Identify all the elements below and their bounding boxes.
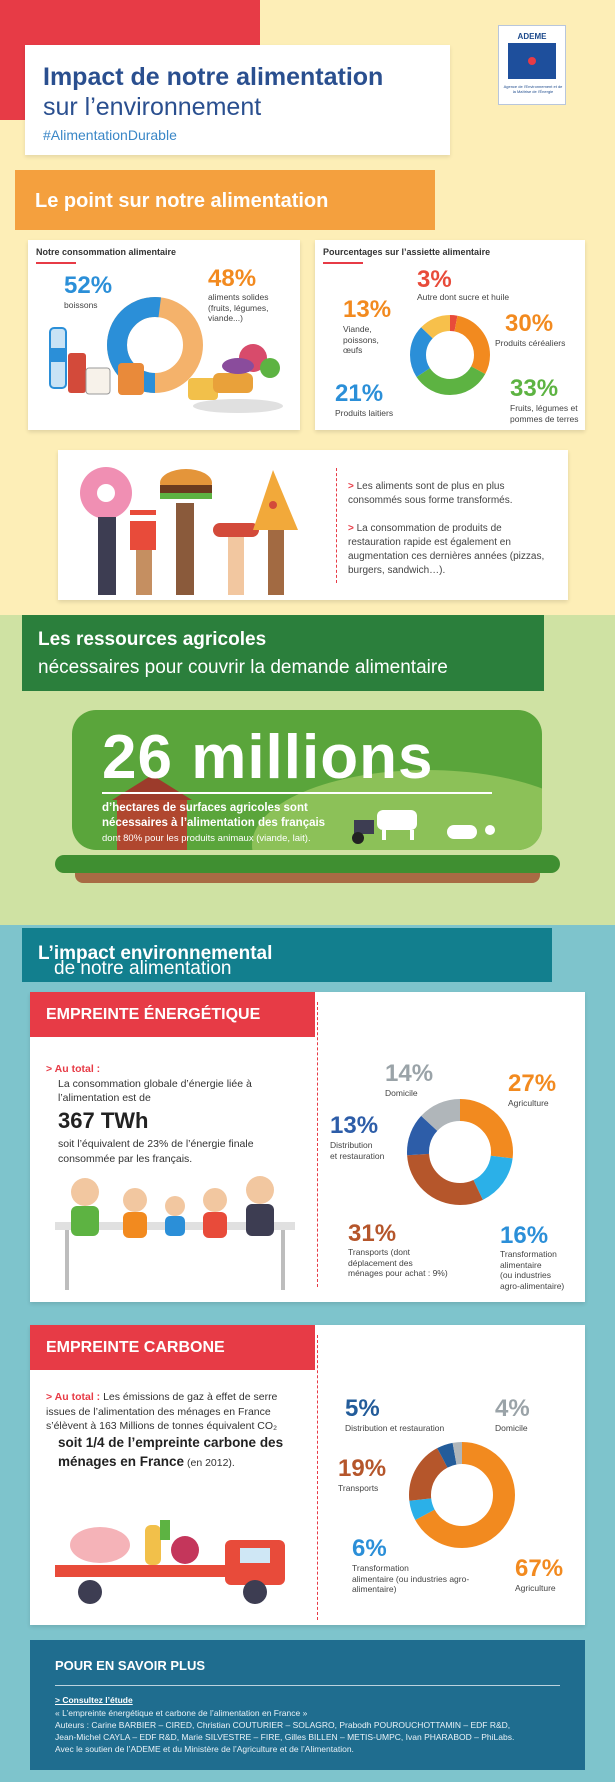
farm-text-2: nécessaires à l’alimentation des français bbox=[102, 817, 326, 829]
section-banner-alimentation bbox=[15, 170, 435, 230]
section-title: Le point sur notre alimentation bbox=[35, 190, 329, 212]
agriculture-label: Agriculture bbox=[515, 1583, 556, 1593]
study-link[interactable]: > Consultez l’étude bbox=[55, 1695, 133, 1705]
fast-food-text-1: > Les aliments sont de plus en plus consommés sous forme transformés. bbox=[348, 481, 513, 506]
transports-label: Transports (dont déplacement des ménages pour achat : 9%) bbox=[348, 1247, 448, 1279]
support-line: Avec le soutien de l’ADEME et du Ministère de l’Agriculture et de l’Alimentation. bbox=[55, 1744, 354, 1754]
fast-food-hands-illustration bbox=[68, 455, 328, 595]
energie-donut-chart bbox=[400, 1092, 520, 1212]
boissons-percent: 52% bbox=[64, 272, 113, 299]
logo-tagline: Agence de l'Environnement et de la Maîtrise de l'Énergie bbox=[503, 84, 563, 95]
divider bbox=[323, 262, 363, 264]
ademe-logo bbox=[498, 25, 566, 105]
section-subtitle: nécessaires pour couvrir la demande alimentaire bbox=[38, 657, 448, 678]
card-fast-food bbox=[58, 450, 568, 600]
section-banner-ressources bbox=[22, 615, 544, 691]
distribution-percent: 13% bbox=[330, 1112, 379, 1139]
viande-percent: 13% bbox=[343, 296, 392, 323]
transformation-label: Transformation alimentaire (ou industries agro-alimentaire) bbox=[500, 1249, 565, 1291]
hashtag: #AlimentationDurable bbox=[43, 127, 177, 143]
cereales-label: Produits céréaliers bbox=[495, 338, 566, 348]
card-empreinte-carbone bbox=[30, 1325, 585, 1625]
drinks-and-food-illustration bbox=[38, 318, 293, 423]
truck-illustration bbox=[45, 1510, 310, 1620]
page-title: Impact de notre alimentation bbox=[43, 63, 384, 91]
autre-label: Autre dont sucre et huile bbox=[417, 292, 510, 302]
divider bbox=[36, 262, 76, 264]
footer bbox=[30, 1640, 585, 1770]
autre-percent: 3% bbox=[417, 266, 452, 293]
transports-percent: 31% bbox=[348, 1220, 397, 1247]
soil-base bbox=[75, 873, 540, 883]
card-empreinte-energetique bbox=[30, 992, 585, 1302]
solides-percent: 48% bbox=[208, 265, 257, 292]
family-dinner-illustration bbox=[45, 1162, 305, 1292]
study-title: « L’empreinte énergétique et carbone de l’alimentation en France » bbox=[55, 1708, 308, 1718]
farm-text-1: d’hectares de surfaces agricoles sont bbox=[102, 802, 308, 814]
distribution-label: Distribution et restauration bbox=[330, 1140, 385, 1161]
laitiers-label: Produits laitiers bbox=[335, 408, 394, 418]
page-subtitle: sur l’environnement bbox=[43, 93, 262, 121]
dashed-divider bbox=[336, 468, 337, 583]
header-card bbox=[25, 45, 450, 155]
grass-base bbox=[55, 855, 560, 873]
laitiers-percent: 21% bbox=[335, 380, 384, 407]
fruits-label: Fruits, légumes et pommes de terres bbox=[510, 403, 579, 424]
energie-text: > Au total : La consommation globale d’énergie liée à l’alimentation est de 367 TWh soit l’équivalent de 23% de l’énergie finale consommée par les français. bbox=[46, 1063, 254, 1165]
distribution-percent: 5% bbox=[345, 1395, 380, 1422]
transformation-percent: 6% bbox=[352, 1535, 387, 1562]
carbone-text: > Au total : Les émissions de gaz à effet de serre issues de l’alimentation des ménages en France s’élèvent à 163 Millions de tonnes équivalent CO₂ soit 1/4 de l’empreinte carbone des ménages en France (en 2012). bbox=[46, 1391, 284, 1469]
section-title: Les ressources agricoles bbox=[38, 629, 267, 650]
transformation-percent: 16% bbox=[500, 1222, 549, 1249]
fruits-percent: 33% bbox=[510, 375, 559, 402]
authors-line-2: Jean-Michel CAYLA – EDF R&D, Marie SILVESTRE – FIRE, Gilles BILLEN – METIS-UMPC, Ivan PHARABOD – PhiLabs. bbox=[55, 1732, 515, 1742]
fast-food-text-2: > La consommation de produits de restauration rapide est également en augmentation ces dernières années (pizzas, burgers, sandwich…). bbox=[348, 523, 545, 576]
card-assiette bbox=[315, 240, 585, 430]
logo-name: ADEME bbox=[517, 32, 547, 41]
transformation-label: Transformation alimentaire (ou industries agro-alimentaire) bbox=[352, 1563, 470, 1595]
card-title: Notre consommation alimentaire bbox=[36, 247, 177, 257]
carbone-donut-chart bbox=[402, 1435, 522, 1555]
viande-label: Viande, poissons, œufs bbox=[343, 324, 379, 356]
divider bbox=[55, 1685, 560, 1686]
dashed-divider bbox=[317, 1335, 318, 1620]
domicile-percent: 4% bbox=[495, 1395, 530, 1422]
big-number: 26 millions bbox=[102, 723, 434, 792]
agriculture-label: Agriculture bbox=[508, 1098, 549, 1108]
section-title: L’impact environnemental de notre alimentation bbox=[38, 943, 273, 979]
card-banner: EMPREINTE CARBONE bbox=[30, 1325, 315, 1370]
section-banner-impact bbox=[22, 928, 552, 982]
cereales-percent: 30% bbox=[505, 310, 554, 337]
transports-percent: 19% bbox=[338, 1455, 387, 1482]
divider bbox=[102, 792, 492, 794]
dashed-divider bbox=[317, 1002, 318, 1287]
distribution-label: Distribution et restauration bbox=[345, 1423, 445, 1433]
solides-label: aliments solides (fruits, légumes, viande...) bbox=[208, 292, 269, 324]
logo-mark-icon bbox=[508, 43, 556, 79]
card-banner: EMPREINTE ÉNERGÉTIQUE bbox=[30, 992, 315, 1037]
assiette-donut-chart bbox=[400, 305, 500, 405]
domicile-label: Domicile bbox=[385, 1088, 418, 1098]
farm-panel bbox=[72, 710, 542, 850]
authors-line-1: Auteurs : Carine BARBIER – CIRED, Christian COUTURIER – SOLAGRO, Prabodh POUROUCHOTTAMIN – EDF R&D, bbox=[55, 1720, 511, 1730]
agriculture-percent: 27% bbox=[508, 1070, 557, 1097]
domicile-label: Domicile bbox=[495, 1423, 528, 1433]
agriculture-percent: 67% bbox=[515, 1555, 564, 1582]
card-title: Pourcentages sur l’assiette alimentaire bbox=[323, 247, 491, 257]
footer-title: POUR EN SAVOIR PLUS bbox=[55, 1658, 206, 1673]
farm-text-3: dont 80% pour les produits animaux (viande, lait). bbox=[102, 833, 311, 844]
transports-label: Transports bbox=[338, 1483, 379, 1493]
boissons-label: boissons bbox=[64, 300, 98, 310]
domicile-percent: 14% bbox=[385, 1060, 434, 1087]
card-consommation bbox=[28, 240, 300, 430]
